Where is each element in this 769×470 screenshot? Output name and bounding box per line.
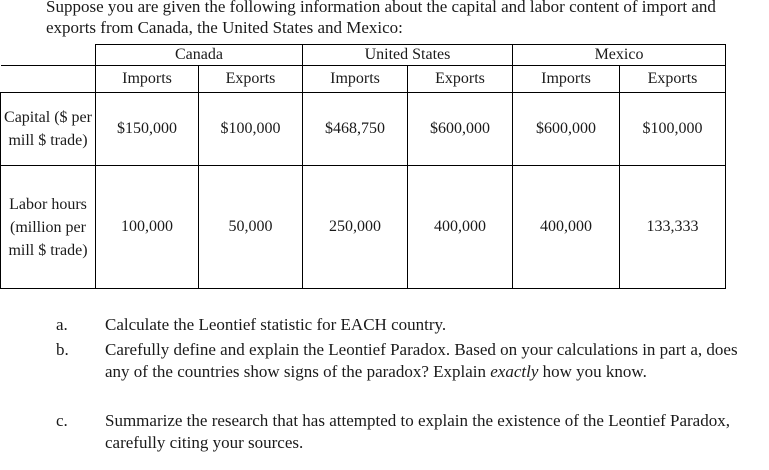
table-row-capital [1, 93, 726, 166]
header-us-imports: Imports [303, 66, 408, 93]
question-text-part: Carefully define and explain the Leontief Paradox. Based on your calculations in part a, does any of the countries show signs of the paradox? Explain [105, 340, 738, 381]
header-mexico-exports: Exports [620, 66, 726, 93]
question-marker: c. [56, 411, 68, 430]
table-cell: $150,000 [96, 93, 199, 166]
country-header-united-states: United States [303, 45, 513, 66]
country-header-canada: Canada [96, 45, 303, 66]
question-text: Calculate the Leontief statistic for EACH country. [105, 315, 447, 334]
table-cell: 133,333 [620, 166, 726, 289]
table-cell: 250,000 [303, 166, 408, 289]
table-cell: 400,000 [408, 166, 513, 289]
table-row-labor [1, 166, 726, 289]
table-cell: $100,000 [199, 93, 303, 166]
row-label-labor: Labor hours (million per mill $ trade) [1, 166, 96, 289]
table-cell: $468,750 [303, 93, 408, 166]
question-text: Summarize the research that has attempted to explain the existence of the Leontief Paradox, carefully citing your sources. [105, 411, 730, 452]
question-emphasis: exactly [490, 362, 539, 381]
corner-cell [1, 45, 96, 66]
header-canada-imports: Imports [96, 66, 199, 93]
country-header-row [1, 45, 726, 66]
header-us-exports: Exports [408, 66, 513, 93]
country-header-mexico: Mexico [513, 45, 726, 66]
table-cell: $600,000 [408, 93, 513, 166]
question-marker: b. [56, 340, 69, 359]
corner-cell-2 [1, 66, 96, 93]
header-mexico-imports: Imports [513, 66, 620, 93]
table-cell: $100,000 [620, 93, 726, 166]
table-cell: $600,000 [513, 93, 620, 166]
question-text [105, 339, 765, 383]
table-cell: 100,000 [96, 166, 199, 289]
intro-paragraph: Suppose you are given the following information about the capital and labor content of import and exports from Canada, the United States and Mexico: [46, 0, 716, 37]
flow-header-row [1, 66, 726, 93]
header-canada-exports: Exports [199, 66, 303, 93]
row-label-capital: Capital ($ per mill $ trade) [1, 93, 96, 166]
table-cell: 400,000 [513, 166, 620, 289]
question-marker: a. [56, 315, 68, 334]
capital-labor-table [0, 44, 726, 289]
question-text-part: how you know. [538, 362, 647, 381]
table-cell: 50,000 [199, 166, 303, 289]
